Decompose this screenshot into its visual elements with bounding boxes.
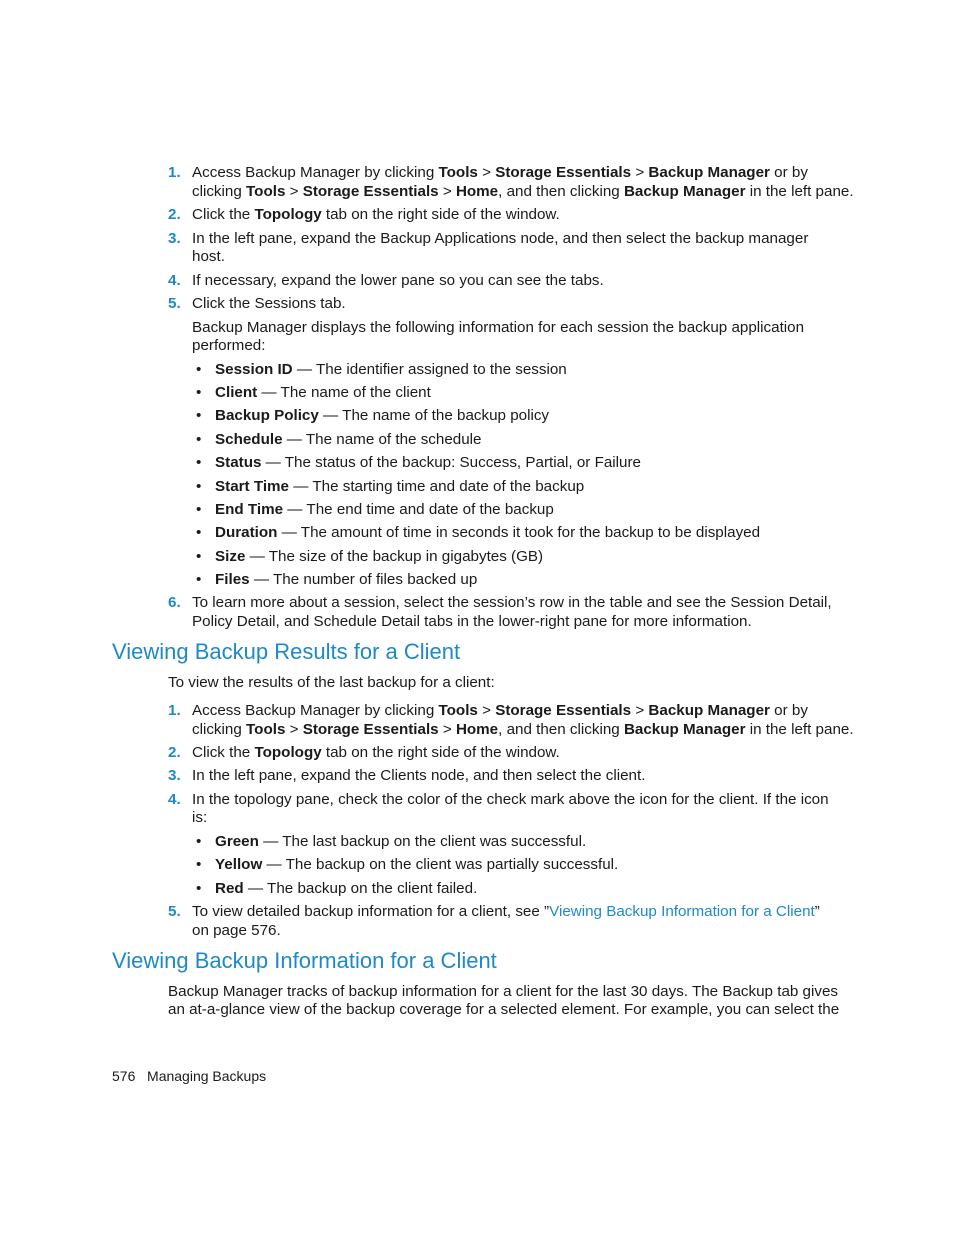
step-number: 4. <box>168 791 181 808</box>
ui-term: Tools <box>438 702 478 719</box>
list-item-description: — The name of the schedule <box>282 431 482 448</box>
list-item <box>215 478 584 496</box>
step-text: clicking Tools > Storage Essentials > Home, and then clicking Backup Manager in the left pane. <box>192 721 854 738</box>
list-item <box>215 384 431 402</box>
step-number: 5. <box>168 903 181 920</box>
step-text-post: ” <box>814 903 820 920</box>
step-number: 3. <box>168 230 181 247</box>
list-item-description: — The identifier assigned to the session <box>292 361 567 378</box>
list-item-term: Duration <box>215 524 278 541</box>
step-text: Click the Sessions tab. <box>192 295 346 312</box>
step-text-pre: To view detailed backup information for a client, see ” <box>192 903 550 920</box>
list-item <box>215 431 482 449</box>
paragraph-line: performed: <box>192 337 266 354</box>
bullet-icon: • <box>196 548 202 565</box>
bullet-icon: • <box>196 384 202 401</box>
section-heading: Viewing Backup Results for a Client <box>112 639 461 664</box>
ui-term: Backup Manager <box>623 721 746 738</box>
ui-term: Backup Manager <box>623 183 746 200</box>
step-text: Access Backup Manager by clicking Tools > Storage Essentials > Backup Manager or by <box>192 164 808 181</box>
ui-term: Storage Essentials <box>495 702 632 719</box>
list-item-term: Session ID <box>215 361 293 378</box>
list-item <box>215 856 618 874</box>
list-item <box>215 501 554 519</box>
list-item-description: — The starting time and date of the backup <box>289 478 585 495</box>
chapter-title: Managing Backups <box>147 1068 267 1084</box>
step-text: In the left pane, expand the Backup Applications node, and then select the backup manager <box>192 230 809 247</box>
list-item <box>215 880 477 898</box>
list-item <box>215 833 586 851</box>
bullet-icon: • <box>196 880 202 897</box>
list-item-description: — The end time and date of the backup <box>283 501 554 518</box>
ui-term: Tools <box>438 164 478 181</box>
step-text: Click the Topology tab on the right side of the window. <box>192 744 560 761</box>
step-text: If necessary, expand the lower pane so you can see the tabs. <box>192 272 604 289</box>
list-item-term: Schedule <box>215 431 283 448</box>
list-item-description: — The last backup on the client was successful. <box>258 833 587 850</box>
list-item-description: — The name of the client <box>257 384 431 401</box>
page-footer <box>112 1067 266 1085</box>
step-number: 2. <box>168 206 181 223</box>
ui-term: Topology <box>254 206 322 223</box>
list-item-term: Red <box>215 880 244 897</box>
list-item-description: — The backup on the client failed. <box>243 880 478 897</box>
list-item-description: — The amount of time in seconds it took for the backup to be displayed <box>277 524 761 541</box>
ui-term: Home <box>455 721 499 738</box>
step-text: In the topology pane, check the color of the check mark above the icon for the client. If the icon <box>192 791 829 808</box>
ui-term: Tools <box>246 183 286 200</box>
cross-reference-link[interactable]: Viewing Backup Information for a Client <box>549 903 815 920</box>
step-text: is: <box>192 809 208 826</box>
step-text: clicking Tools > Storage Essentials > Home, and then clicking Backup Manager in the left pane. <box>192 183 854 200</box>
paragraph-line: Backup Manager tracks of backup information for a client for the last 30 days. The Backup tab gives <box>168 983 839 1000</box>
bullet-icon: • <box>196 833 202 850</box>
section-heading: Viewing Backup Information for a Client <box>112 948 497 973</box>
step-text: Access Backup Manager by clicking Tools > Storage Essentials > Backup Manager or by <box>192 702 808 719</box>
list-item <box>215 407 549 425</box>
step-text: host. <box>192 248 225 265</box>
step-number: 1. <box>168 164 181 181</box>
list-item <box>215 454 641 472</box>
paragraph-line: Backup Manager displays the following information for each session the backup application <box>192 319 805 336</box>
ui-term: Storage Essentials <box>302 721 439 738</box>
list-item-term: Size <box>215 548 246 565</box>
page-number: 576 <box>112 1068 136 1084</box>
list-item-term: Files <box>215 571 250 588</box>
ui-term: Tools <box>246 721 286 738</box>
step-number: 3. <box>168 767 181 784</box>
list-item-term: Backup Policy <box>215 407 319 424</box>
step-text <box>192 903 820 921</box>
bullet-icon: • <box>196 501 202 518</box>
bullet-icon: • <box>196 856 202 873</box>
step-text: Click the Topology tab on the right side of the window. <box>192 206 560 223</box>
step-number: 5. <box>168 295 181 312</box>
list-item <box>215 524 760 542</box>
bullet-icon: • <box>196 454 202 471</box>
ui-term: Storage Essentials <box>302 183 439 200</box>
step-number: 6. <box>168 594 181 611</box>
step-text: To learn more about a session, select the session’s row in the table and see the Session Detail, <box>192 594 832 611</box>
paragraph-line: an at-a-glance view of the backup coverage for a selected element. For example, you can select the <box>168 1001 840 1018</box>
step-number: 2. <box>168 744 181 761</box>
list-item-description: — The size of the backup in gigabytes (GB) <box>245 548 544 565</box>
bullet-icon: • <box>196 407 202 424</box>
bullet-icon: • <box>196 524 202 541</box>
list-item <box>215 548 543 566</box>
list-item-description: — The name of the backup policy <box>318 407 550 424</box>
list-item <box>215 571 477 589</box>
ui-term: Topology <box>254 744 322 761</box>
list-item-term: Status <box>215 454 262 471</box>
ui-term: Backup Manager <box>648 702 770 719</box>
ui-term: Storage Essentials <box>495 164 632 181</box>
step-text: In the left pane, expand the Clients node, and then select the client. <box>192 767 646 784</box>
step-number: 4. <box>168 272 181 289</box>
list-item-description: — The number of files backed up <box>249 571 478 588</box>
list-item-term: Green <box>215 833 259 850</box>
list-item-description: — The backup on the client was partially successful. <box>262 856 619 873</box>
list-item-term: End Time <box>215 501 284 518</box>
bullet-icon: • <box>196 431 202 448</box>
list-item <box>215 361 567 379</box>
list-item-term: Yellow <box>215 856 263 873</box>
bullet-icon: • <box>196 571 202 588</box>
step-text: Policy Detail, and Schedule Detail tabs in the lower-right pane for more information. <box>192 613 752 630</box>
list-item-description: — The status of the backup: Success, Partial, or Failure <box>261 454 642 471</box>
section-intro: To view the results of the last backup for a client: <box>168 674 495 691</box>
ui-term: Backup Manager <box>648 164 770 181</box>
bullet-icon: • <box>196 478 202 495</box>
step-text: on page 576. <box>192 922 281 939</box>
bullet-icon: • <box>196 361 202 378</box>
list-item-term: Start Time <box>215 478 289 495</box>
list-item-term: Client <box>215 384 258 401</box>
step-number: 1. <box>168 702 181 719</box>
ui-term: Home <box>455 183 499 200</box>
